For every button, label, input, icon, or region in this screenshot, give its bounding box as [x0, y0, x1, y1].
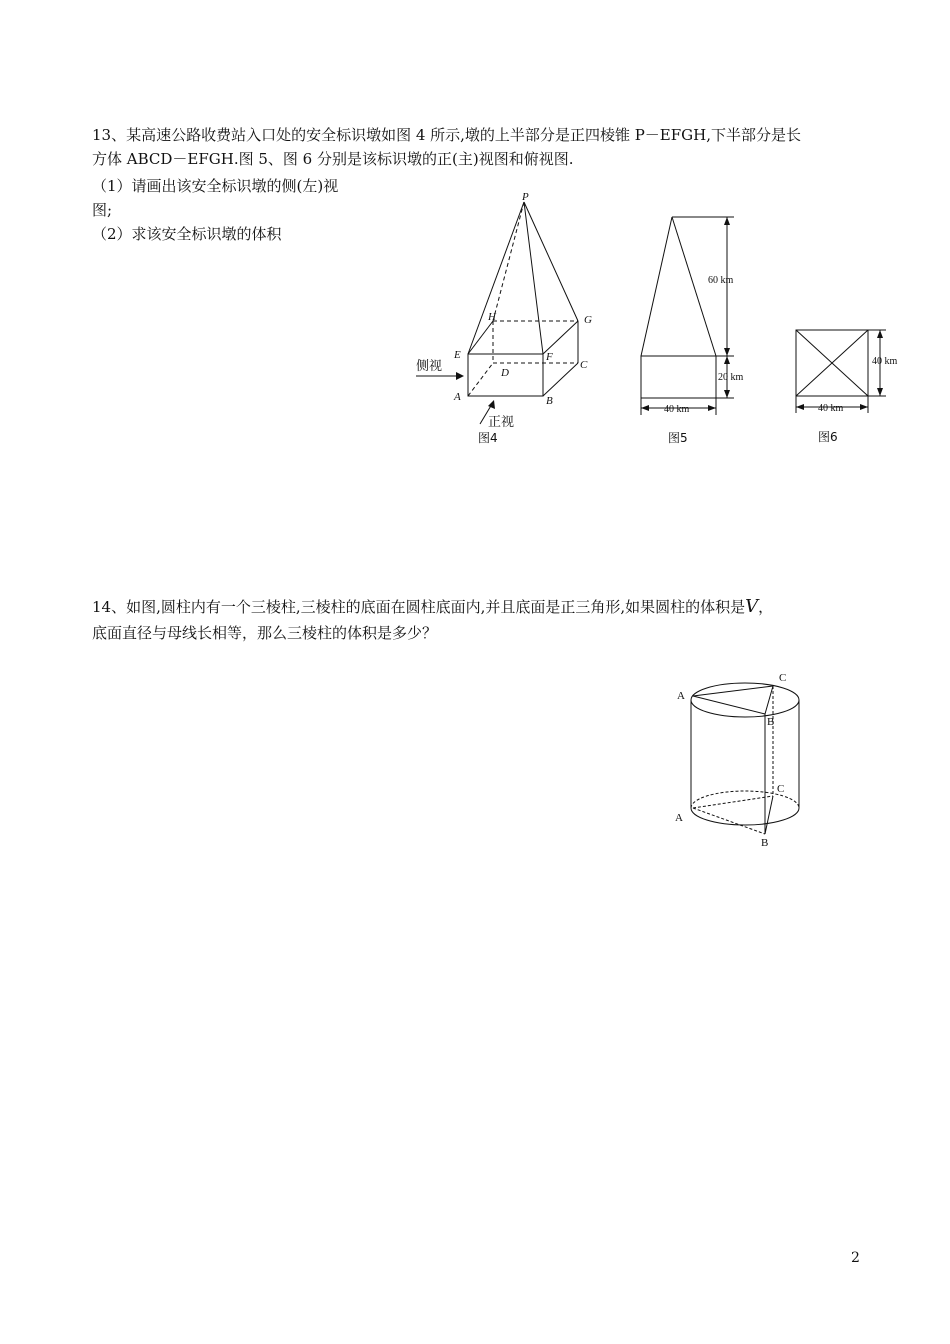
- label-A-bottom: A: [675, 812, 683, 824]
- q14-line2: 底面直径与母线长相等，那么三棱柱的体积是多少？: [92, 624, 438, 642]
- label-P: P: [522, 191, 529, 203]
- top-triangle: [693, 686, 773, 714]
- side-view-label: 侧视: [416, 359, 443, 374]
- front-view-label: 正视: [488, 415, 515, 430]
- q13-line2: 方体 ABCD－EFGH.图 5、图 6 分别是该标识墩的正(主)视图和俯视图.: [92, 150, 574, 168]
- figure-cylinder-prism: [665, 668, 815, 853]
- fig6-caption: 图6: [818, 430, 838, 444]
- label-A-top: A: [677, 690, 685, 702]
- figure-6: [786, 320, 916, 450]
- label-D: D: [501, 367, 509, 379]
- label-A: A: [454, 391, 461, 403]
- dim-40-bottom: 40 km: [818, 403, 844, 414]
- label-F: F: [546, 351, 553, 363]
- front-view-rect: [641, 356, 716, 398]
- dim-20: 20 km: [718, 372, 744, 383]
- side-view-arrow-head: [456, 372, 464, 380]
- label-G: G: [584, 314, 592, 326]
- label-B-top: B: [767, 716, 775, 728]
- label-E: E: [454, 349, 461, 361]
- label-B-bottom: B: [761, 837, 769, 849]
- q13-sub2: （2）求该安全标识墩的体积: [92, 225, 282, 243]
- label-C-bottom: C: [777, 783, 785, 795]
- label-B: B: [546, 395, 553, 407]
- q14-comma: ，: [758, 598, 774, 616]
- figure-5: [630, 205, 760, 450]
- fig4-caption: 图4: [478, 431, 498, 445]
- fig5-caption: 图5: [668, 431, 688, 445]
- q13-sub1b: 图;: [92, 201, 113, 219]
- dim-60: 60 km: [708, 275, 734, 286]
- figure-4: [410, 190, 610, 450]
- q13-sub1a: （1）请画出该安全标识墩的侧(左)视: [92, 177, 339, 195]
- front-view-arrow-head: [488, 400, 495, 409]
- volume-variable: V: [745, 596, 759, 617]
- label-C-top: C: [779, 672, 787, 684]
- q14-line1-text: 14、如图,圆柱内有一个三棱柱,三棱柱的底面在圆柱底面内,并且底面是正三角形,如果圆柱的体积是: [92, 598, 746, 616]
- dim-40-side: 40 km: [872, 356, 898, 367]
- label-H: H: [488, 311, 496, 323]
- bottom-ellipse-front: [691, 808, 799, 825]
- label-C: C: [580, 359, 588, 371]
- q13-line1: 13、某高速公路收费站入口处的安全标识墩如图 4 所示,墩的上半部分是正四棱锥 P－EFGH,下半部分是长: [92, 126, 801, 144]
- q14-line1: [92, 597, 773, 617]
- dim-40-width: 40 km: [664, 404, 690, 415]
- page-number: 2: [851, 1250, 860, 1266]
